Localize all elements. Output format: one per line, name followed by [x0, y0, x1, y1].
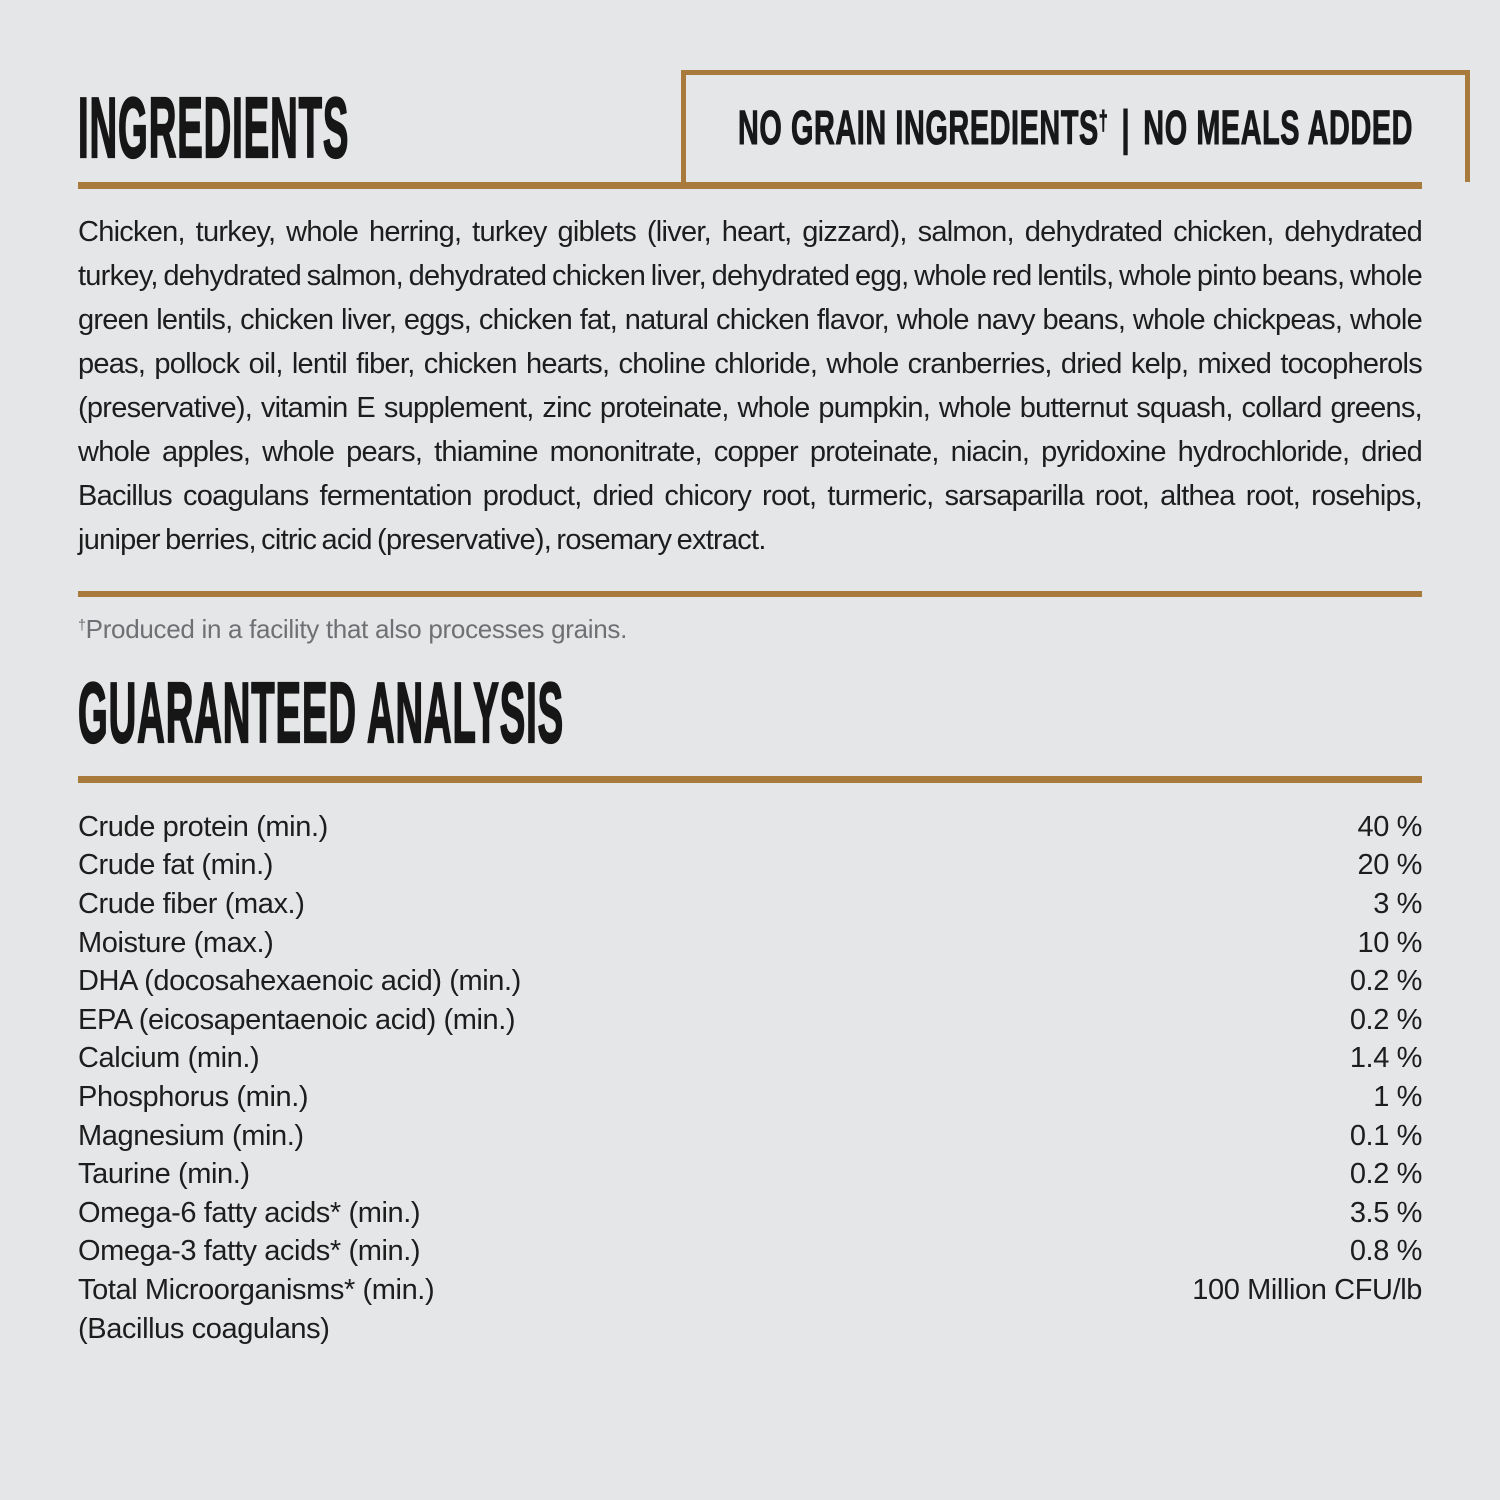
footnote-text: Produced in a facility that also processes grains.: [85, 613, 628, 644]
badge-dagger: †: [1098, 104, 1109, 135]
ingredients-title-wrap: [78, 81, 681, 182]
guaranteed-analysis-table: [78, 808, 1422, 1348]
analysis-label: Moisture (max.): [78, 926, 274, 959]
footnote-dagger: †: [78, 618, 86, 634]
divider-line: [78, 591, 1422, 597]
badge-part1: NO GRAIN INGREDIENTS: [737, 101, 1099, 155]
guaranteed-analysis-title: GUARANTEED ANALYSIS: [78, 665, 565, 761]
ingredients-list-text: Chicken, turkey, whole herring, turkey giblets (liver, heart, gizzard), salmon, dehydrated chicken, dehydrated turkey, dehydrated salmon, dehydrated chicken liver, dehydrated egg, whole red lentils, whole pinto beans, whole green lentils, chicken liver, eggs, chicken fat, natural chicken flavor, whole navy beans, whole chickpeas, whole peas, pollock oil, lentil fiber, chicken hearts, choline chloride, whole cranberries, dried kelp, mixed tocopherols (preservative), vitamin E supplement, zinc proteinate, whole pumpkin, whole butternut squash, collard greens, whole apples, whole pears, thiamine mononitrate, copper proteinate, niacin, pyridoxine hydrochloride, dried Bacillus coagulans fermentation product, dried chicory root, turmeric, sarsaparilla root, althea root, rosehips, juniper berries, citric acid (preservative), rosemary extract.: [78, 216, 1422, 556]
guaranteed-analysis-title-wrap: [78, 665, 1422, 761]
analysis-label: DHA (docosahexaenoic acid) (min.): [78, 965, 521, 998]
analysis-value: 1.4 %: [1349, 1042, 1422, 1075]
analysis-value: 1 %: [1373, 1081, 1422, 1114]
badge-part2: NO MEALS ADDED: [1143, 101, 1413, 155]
analysis-row: [78, 1310, 1422, 1349]
analysis-row: [78, 924, 1422, 963]
analysis-label: EPA (eicosapentaenoic acid) (min.): [78, 1003, 516, 1036]
analysis-value: 3.5 %: [1349, 1196, 1422, 1229]
badge-separator: |: [1121, 101, 1130, 155]
analysis-row: [78, 1232, 1422, 1271]
analysis-label: Omega-6 fatty acids* (min.): [78, 1196, 421, 1229]
ingredients-header: [78, 70, 1422, 189]
analysis-row: [78, 1001, 1422, 1040]
divider-line: [78, 776, 1422, 783]
analysis-row: [78, 1194, 1422, 1233]
analysis-row: [78, 808, 1422, 847]
analysis-value: 0.2 %: [1349, 1158, 1422, 1191]
analysis-label: Phosphorus (min.): [78, 1081, 309, 1114]
no-grain-badge-text: [737, 101, 1413, 155]
analysis-label: Crude fat (min.): [78, 849, 274, 882]
analysis-row: [78, 1271, 1422, 1310]
analysis-row: [78, 885, 1422, 924]
analysis-row: [78, 1155, 1422, 1194]
grain-footnote: [78, 610, 1422, 645]
analysis-value: 100 Million CFU/lb: [1192, 1273, 1422, 1306]
analysis-label: Magnesium (min.): [78, 1119, 304, 1152]
analysis-row: [78, 846, 1422, 885]
analysis-value: 0.2 %: [1349, 965, 1422, 998]
analysis-label: Omega-3 fatty acids* (min.): [78, 1235, 421, 1268]
analysis-row: [78, 1039, 1422, 1078]
analysis-label: Crude fiber (max.): [78, 888, 305, 921]
analysis-value: 0.8 %: [1349, 1235, 1422, 1268]
analysis-value: 3 %: [1373, 888, 1422, 921]
analysis-value: 40 %: [1357, 810, 1422, 843]
no-grain-badge: [681, 70, 1470, 182]
analysis-label: Calcium (min.): [78, 1042, 260, 1075]
analysis-row: [78, 1117, 1422, 1156]
analysis-label: Total Microorganisms* (min.): [78, 1273, 435, 1306]
analysis-row: [78, 1078, 1422, 1117]
analysis-row: [78, 962, 1422, 1001]
ingredients-title: INGREDIENTS: [78, 81, 350, 176]
analysis-value: 10 %: [1357, 926, 1422, 959]
analysis-value: 20 %: [1357, 849, 1422, 882]
analysis-label: Crude protein (min.): [78, 810, 328, 843]
analysis-value: 0.2 %: [1349, 1003, 1422, 1036]
analysis-label: Taurine (min.): [78, 1158, 250, 1191]
analysis-value: 0.1 %: [1349, 1119, 1422, 1152]
analysis-label: (Bacillus coagulans): [78, 1312, 330, 1345]
